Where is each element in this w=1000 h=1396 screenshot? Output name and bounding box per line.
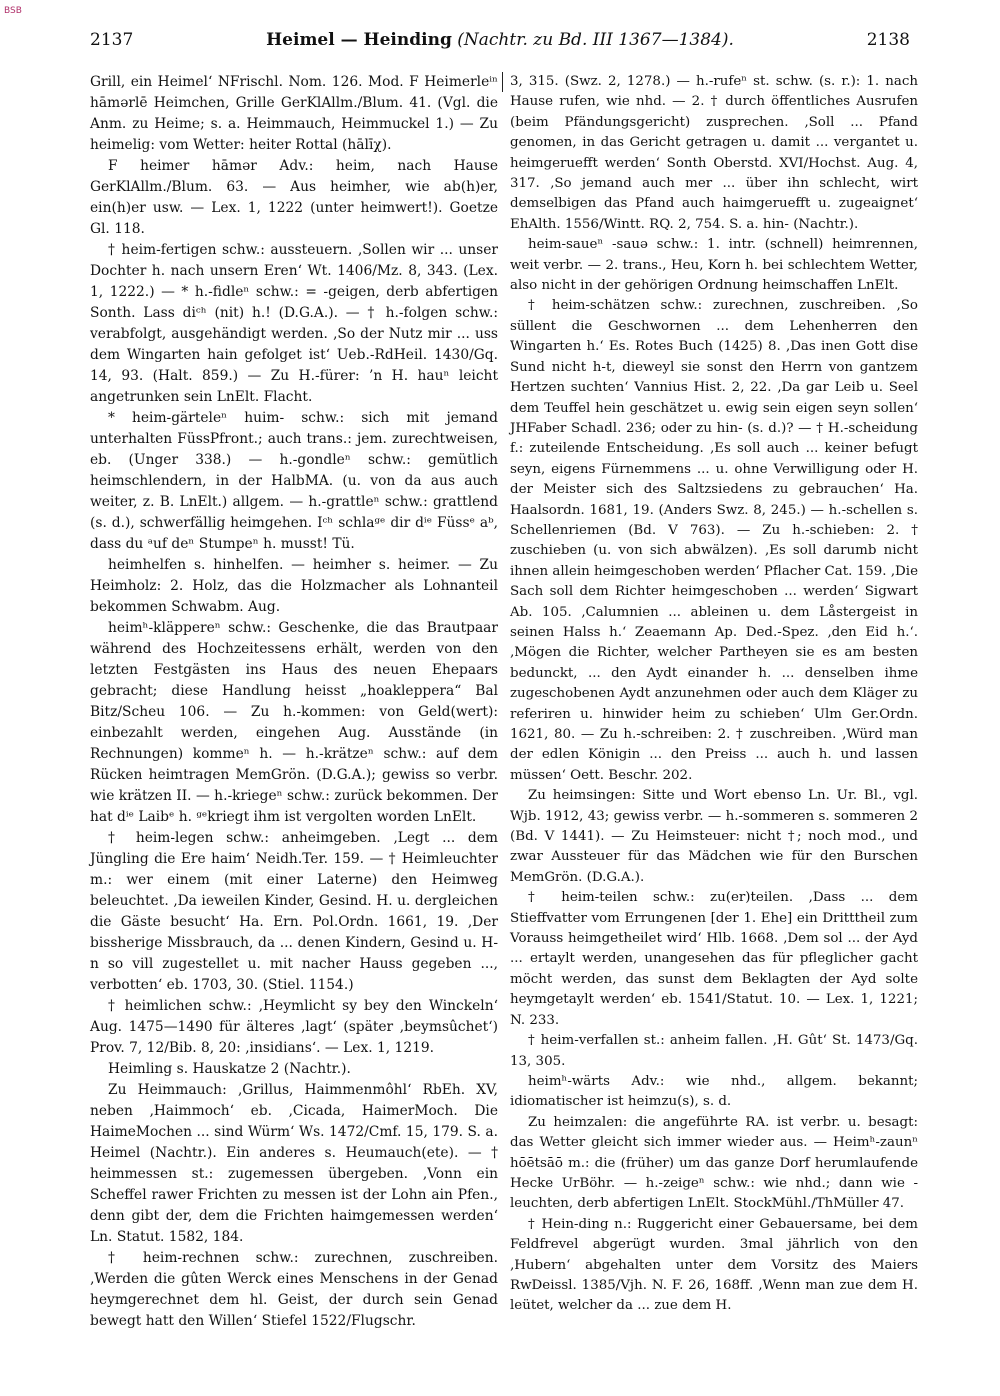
- entry-paragraph: heimhelfen s. hinhelfen. — heimher s. heimer. — Zu Heimholz: 2. Holz, das die Holzmacher als Lohnanteil bekommen Schwabm. Aug.: [90, 557, 498, 615]
- page-number-left: 2137: [90, 30, 134, 50]
- left-column: [90, 72, 498, 1332]
- header-title: [90, 30, 910, 50]
- entry-paragraph: † heim-teilen schw.: zu(er)teilen. ‚Dass ... dem Stieffvatter vom Errungenen [der 1. Ehe] ein Dritttheil zum Vorauss heimgetheilet wird‘ Hlb. 1668. ‚Dem sol ... der Ayd ... ertaylt werden, unangesehen das für pfleglicher gacht möcht werden, das sunst dem Beklagten der Ayd solte heymgetaylt werden‘ eb. 1541/Statut. 10. — Lex. 1, 1221; N. 233.: [510, 890, 918, 1028]
- entry-paragraph: F heimer hāmər Adv.: heim, nach Hause GerKlAllm./Blum. 63. — Aus heimher, wie ab(h)er, ein(h)er usw. — Lex. 1, 1222 (unter heimwert!). Goetze Gl. 118.: [90, 158, 498, 237]
- entry-paragraph: heim-saueⁿ -sauə schw.: 1. intr. (schnell) heimrennen, weit verbr. — 2. trans., Heu, Korn h. bei schlechtem Wetter, also nicht in der gehörigen Ordnung heimschaffen LnElt.: [510, 237, 918, 294]
- entry-paragraph: Zu heimsingen: Sitte und Wort ebenso Ln. Ur. Bl., vgl. Wjb. 1912, 43; gewiss verbr. — h.-sommeren s. sommeren 2 (Bd. V 1441). — Zu Heimsteuer: nicht †; noch mod., und zwar Aussteuer für das Mädchen wie für den Burschen MemGrön. (D.G.A.).: [510, 788, 918, 885]
- entry-paragraph: † heim-schätzen schw.: zurechnen, zuschreiben. ‚So süllent die Geschwornen ... dem Lehenherren den Wingarten h.‘ Es. Rotes Buch (1425) 8. ‚Das inen Gott dise Sund nicht h-t, dieweyl sie sonst den Herrn von gantzem Hertzen suchten‘ Vannius Hist. 2, 22. ‚Da gar Leib u. Seel dem Teuffel hein geschätzet u. ewig sein eigen seyn sollen‘ JHFaber Schadl. 236; oder zu hin- (s. d.)? — † H.-scheidung f.: zuteilende Entscheidung. ‚Es soll auch ... keiner befugt seyn, eigens Fürnemmens ... u. ohne Verwilligung oder H. der Meister sich des Saltzsiedens zu gebrauchen‘ Ha. Haalsordn. 1681, 19. (Anders Swz. 8, 245.) — h.-schellen s. Schellenriemen (Bd. V 763). — Zu h.-schieben: 2. † zuschieben (u. von sich abwälzen). ‚Es soll darumb nicht ihnen allein heimgeschoben werden‘ Pflacher Cat. 159. ‚Die Sach soll dem Richter heimgeschoben ... werden‘ Sigwart Ab. 105. ‚Calumnien ... ableinen u. dem Låstergeist in seinen Halss h.‘ Zeaemann Ap. Ded.-Spez. ‚den Eid h.‘. ‚Mögen die Richter, welcher Partheyen sie es am besten bedunckt, ... den Aydt einander h. ... denselben ihme zugeschobenen Aydt anzunehmen oder auch dem Kläger zu referiren u. hinwider heim zu schieben‘ Ulm Ger.Ordn. 1621, 80. — Zu h.-schreiben: 2. † zuschreiben. ‚Würd man der edlen Königin ... den Preiss ... auch h. und lassen müssen‘ Oett. Beschr. 202.: [510, 298, 918, 783]
- entry-paragraph: heimʰ-kläppereⁿ schw.: Geschenke, die das Brautpaar während des Hochzeitessens erhält, werden von den letzten Festgästen ins Haus des neuen Ehepaars gebracht; diese Handlung heisst „hoakleppera“ Bal Bitz/Scheu 106. — Zu h.-kommen: von Geld(wert): einbezahlt werden, eingehen Aug. Ausstände (in Rechnungen) kommeⁿ h. — h.-krätzeⁿ schw.: auf dem Rücken heimtragen MemGrön. (D.G.A.); gewiss so verbr. wie krätzen II. — h.-kriegeⁿ schw.: zurück bekommen. Der hat dⁱᵉ Laibᵉ h. ᵍᵉkriegt ihm ist vergolten worden LnElt.: [90, 620, 498, 825]
- entry-paragraph: † heimlichen schw.: ‚Heymlicht sy bey den Winckeln‘ Aug. 1475—1490 für älteres ‚lagt‘ (später ‚beymsûchet‘) Prov. 7, 12/Bib. 8, 20: ‚insidians‘. — Lex. 1, 1219.: [90, 998, 498, 1056]
- column-divider: [502, 72, 503, 92]
- entry-paragraph: 3, 315. (Swz. 2, 1278.) — h.-rufeⁿ st. schw. (s. r.): 1. nach Hause rufen, wie nhd. — 2. † durch öffentliches Ausrufen (beim Pfändungsgericht) zusprechen. ‚Soll ... Pfand genomen, in das Gericht getragen u. damit ... vergantet u. heimgeruefft werden‘ Sonth Oberstd. XVI/Hochst. Aug. 4, 317. ‚So jemand auch mer ... über ihn schlecht, wirt demselbigen das Pfand auch haimgeruefft u. zugeaignet‘ EhAlth. 1556/Wintt. RQ. 2, 754. S. a. hin- (Nachtr.).: [510, 74, 918, 232]
- entry-paragraph: Zu heimzalen: die angeführte RA. ist verbr. u. besagt: das Wetter gleicht sich immer wieder aus. — Heimʰ-zaunⁿ hōētsāō m.: die (früher) um das ganze Dorf herumlaufende Hecke UrBöhr. — h.-zeigeⁿ schw.: wie nhd.; dann wie -leuchten, derb abfertigen LnElt. StockMühl./ThMüller 47.: [510, 1114, 918, 1212]
- library-stamp: BSB: [4, 6, 22, 16]
- right-column: [510, 72, 918, 1317]
- entry-paragraph: † heim-fertigen schw.: aussteuern. ‚Sollen wir ... unser Dochter h. nach unsern Eren‘ Wt. 1406/Mz. 8, 343. (Lex. 1, 1222.) — * h.-fidleⁿ schw.: = -geigen, derb abfertigen Sonth. Lass diᶜʰ (nit) h.! (D.G.A.). — † h.-folgen schw.: verabfolgt, ausgehändigt werden. ‚So der Nutz mir ... uss dem Wingarten hain gefolget ist‘ Ueb.-RdHeil. 1430/Gq. 14, 93. (Halt. 859.) — Zu H.-fürer: ’n H. hauⁿ leicht angetrunken sein LnElt. Flacht.: [90, 242, 498, 405]
- header-title-note: (Nachtr. zu Bd. III 1367—1384).: [457, 30, 734, 50]
- entry-paragraph: † heim-rechnen schw.: zurechnen, zuschreiben. ‚Werden die gûten Werck eines Menschens in der Genad heymgerechnet dem hl. Geist, der durch sein Genad bewegt hatt den Willen‘ Stiefel 1522/Flugschr.: [90, 1250, 498, 1329]
- entry-paragraph: † heim-legen schw.: anheimgeben. ‚Legt ... dem Jüngling die Ere haim‘ Neidh.Ter. 159. — † Heimleuchter m.: wer einem (mit einer Laterne) den Heimweg beleuchtet. ‚Da ieweilen Kinder, Gesind. H. u. dergleichen die Gäste besucht‘ Ha. Ern. Pol.Ordn. 1661, 19. ‚Der bissherige Missbrauch, da ... denen Kindern, Gesind u. H-n so vill zugestellet u. mit nacher Hauss gegeben ..., verbotten‘ eb. 1703, 30. (Stiel. 1154.): [90, 830, 498, 993]
- entry-paragraph: heimʰ-wärts Adv.: wie nhd., allgem. bekannt; idiomatischer ist heimzu(s), s. d.: [510, 1073, 918, 1110]
- entry-paragraph: Grill, ein Heimel‘ NFrischl. Nom. 126. Mod. F Heimerleⁱⁿ hāmərlē Heimchen, Grille GerKlAllm./Blum. 41. (Vgl. die Anm. zu Heime; s. a. Heimmauch, Heimmuckel 1.) — Zu heimelig: vom Wetter: heiter Rottal (hālīχ).: [90, 74, 498, 153]
- entry-paragraph: Heimling s. Hauskatze 2 (Nachtr.).: [108, 1061, 351, 1077]
- header-title-main: Heimel — Heinding: [266, 30, 452, 50]
- entry-paragraph: * heim-gärteleⁿ huim- schw.: sich mit jemand unterhalten FüssPfront.; auch trans.: jem. zurechtweisen, eb. (Unger 338.) — h.-gondleⁿ schw.: gemütlich heimschlendern, in der HalbMA. (u. von da aus auch weiter, z. B. LnElt.) allgem. — h.-grattleⁿ schw.: grattlend (s. d.), schwerfällig heimgehen. Iᶜʰ schlaᵍᵉ dir dⁱᵉ Füssᵉ aᵇ, dass du ᵃuf deⁿ Stumpeⁿ h. musst! Tü.: [90, 410, 498, 552]
- entry-paragraph: † Hein-ding n.: Ruggericht einer Gebauersame, bei dem Feldfrevel abgerügt wurden. 3mal jährlich von den ‚Hubern‘ abgehalten unter dem Vorsitz des Maiers RwDeissl. 1385/Vjh. N. F. 26, 168ff. ‚Wenn man zue dem H. leütet, welcher da ... zue dem H.: [510, 1216, 918, 1314]
- entry-paragraph: Zu Heimmauch: ‚Grillus, Haimmenmôhl‘ RbEh. XV, neben ‚Haimmoch‘ eb. ‚Cicada, HaimerMoch. Die HaimeMochen ... sind Würm‘ Ws. 1472/Cmf. 15, 179. S. a. Heimel (Nachtr.). Ein anderes s. Heumauch(ete). — † heimmessen st.: zugemessen übergeben. ‚Vonn ein Scheffel rawer Frichten zu messen ist der Lohn ain Pfen., denn gibt der, dem die Frichten haimgemessen werden‘ Ln. Statut. 1582, 184.: [90, 1082, 498, 1245]
- running-header: [90, 30, 910, 56]
- page-number-right: 2138: [866, 30, 910, 50]
- entry-paragraph: † heim-verfallen st.: anheim fallen. ‚H. Gût‘ St. 1473/Gq. 13, 305.: [510, 1033, 918, 1069]
